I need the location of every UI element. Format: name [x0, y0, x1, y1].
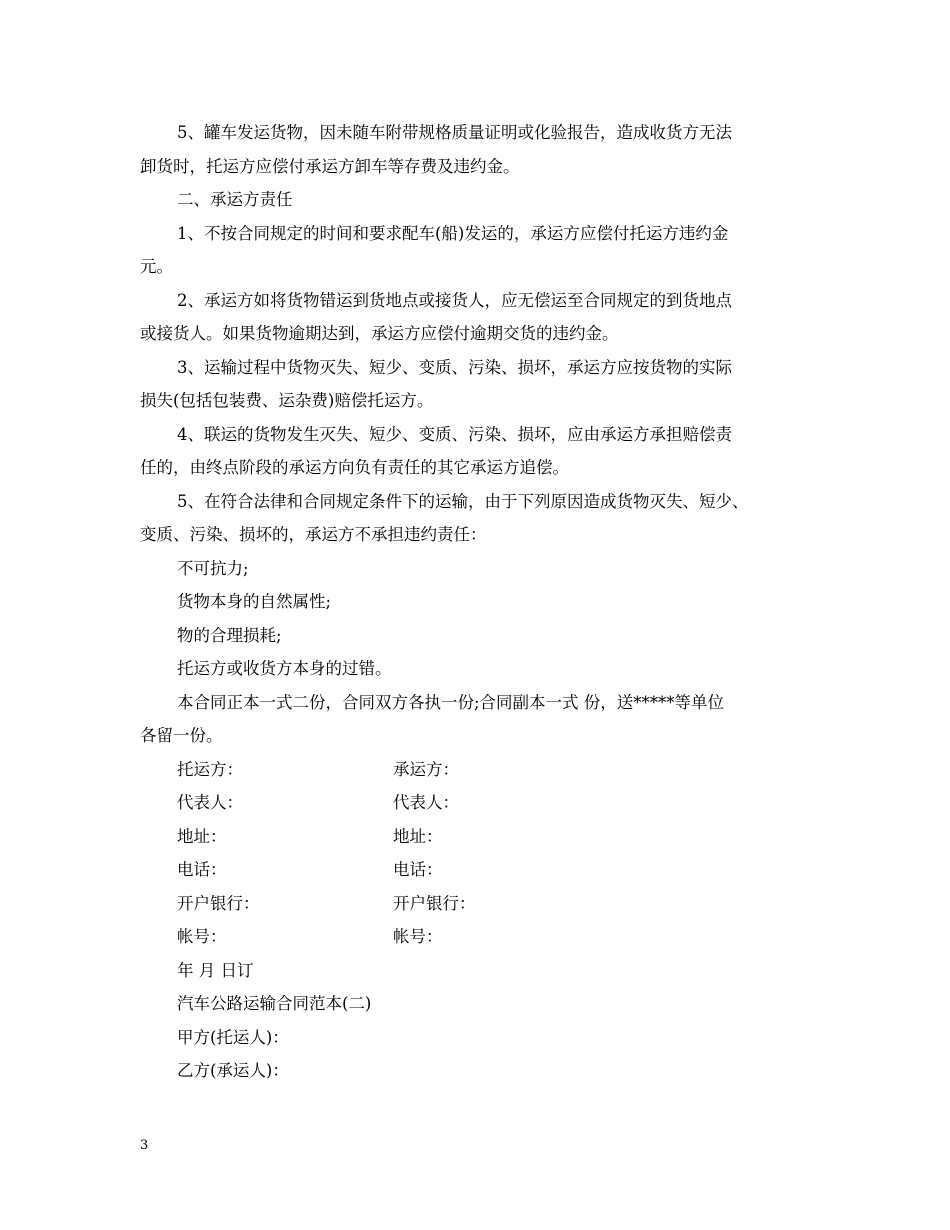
paragraph-line: 5、在符合法律和合同规定条件下的运输，由于下列原因造成货物灭失、短少、: [177, 491, 749, 511]
paragraph-line: 损失(包括包装费、运杂费)赔偿托运方。: [140, 391, 434, 410]
paragraph-line: 3、运输过程中货物灭失、短少、变质、污染、损坏，承运方应按货物的实际: [177, 357, 732, 377]
signature-label-shipper: 地址：: [177, 826, 227, 846]
document-body: [140, 116, 820, 1088]
paragraph-line: 年 月 日订: [177, 960, 254, 980]
paragraph-line: 乙方(承运人)：: [177, 1061, 289, 1080]
paragraph-line: 货物本身的自然属性;: [177, 592, 332, 611]
paragraph-line: 各留一份。: [140, 726, 223, 745]
paragraph-line: 卸货时，托运方应偿付承运方卸车等存费及违约金。: [140, 156, 520, 176]
paragraph-line: 托运方或收货方本身的过错。: [177, 659, 392, 678]
paragraph-line: 1、不按合同规定的时间和要求配车(船)发运的，承运方应偿付托运方违约金: [177, 223, 729, 243]
signature-label-carrier: 代表人：: [393, 793, 459, 812]
paragraph-line: 汽车公路运输合同范本(二): [177, 994, 372, 1013]
signature-row: [140, 753, 820, 787]
signature-label-shipper: 帐号：: [177, 927, 227, 946]
paragraph-line: 4、联运的货物发生灭失、短少、变质、污染、损坏，应由承运方承担赔偿责: [177, 424, 732, 444]
signature-block: [140, 753, 820, 954]
page-number: 3: [140, 1138, 149, 1153]
signature-label-carrier: 开户银行：: [393, 893, 476, 913]
paragraph-line: 二、承运方责任: [177, 190, 293, 209]
signature-label-shipper: 代表人：: [177, 793, 243, 812]
signature-label-carrier: 承运方：: [393, 759, 459, 779]
paragraph-line: 任的，由终点阶段的承运方向负有责任的其它承运方追偿。: [140, 458, 569, 477]
signature-row: [140, 887, 820, 921]
signature-label-shipper: 开户银行：: [177, 893, 260, 913]
signature-row: [140, 820, 820, 854]
signature-row: [140, 786, 820, 820]
signature-label-shipper: 电话：: [177, 860, 227, 879]
contract-closing: [140, 954, 820, 1088]
signature-row: [140, 853, 820, 887]
paragraph-line: 变质、污染、损坏的，承运方不承担违约责任：: [140, 525, 487, 544]
paragraph-line: 本合同正本一式二份，合同双方各执一份;合同副本一式 份，送*****等单位: [177, 692, 725, 712]
paragraph-line: 2、承运方如将货物错运到货地点或接货人，应无偿运至合同规定的到货地点: [177, 290, 732, 310]
signature-row: [140, 920, 820, 954]
paragraph-line: 5、罐车发运货物，因未随车附带规格质量证明或化验报告，造成收货方无法: [177, 123, 732, 142]
paragraph-line: 不可抗力;: [177, 558, 249, 578]
paragraph-line: 物的合理损耗;: [177, 625, 282, 645]
signature-label-shipper: 托运方：: [177, 759, 243, 779]
paragraph-line: 元。: [140, 257, 173, 276]
signature-label-carrier: 地址：: [393, 826, 443, 846]
paragraph-line: 或接货人。如果货物逾期达到，承运方应偿付逾期交货的违约金。: [140, 324, 619, 343]
signature-label-carrier: 电话：: [393, 860, 443, 879]
contract-clauses: [140, 116, 820, 753]
paragraph-line: 甲方(托运人)：: [177, 1027, 289, 1047]
signature-label-carrier: 帐号：: [393, 927, 443, 946]
